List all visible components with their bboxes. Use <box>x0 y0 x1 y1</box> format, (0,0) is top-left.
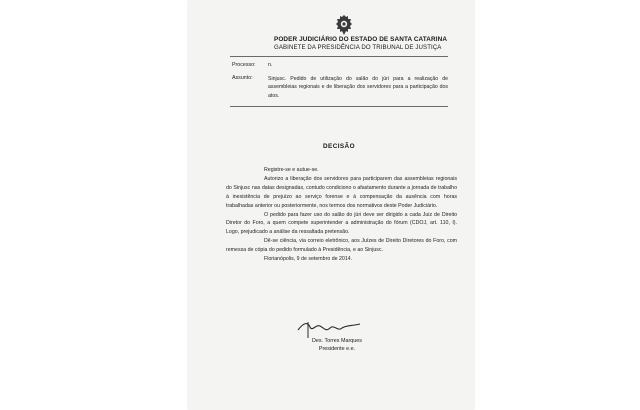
paragraph-authorization: Autorizo a liberação dos servidores para participarem das assembleias regionais do Sinjusc nas datas designadas, contudo condiciono o afastamento durante a jornada de trabalho à inexistência de prejuízo ao serviço forense e à compensação da ausência com horas trabalhadas anterior ou posteriormente, nos termos dos normativos deste Poder Judiciário. <box>226 175 457 209</box>
assunto-label: Assunto: <box>232 75 253 81</box>
processo-value: n. <box>268 62 273 68</box>
coat-of-arms-icon <box>333 14 355 36</box>
office-name-heading: GABINETE DA PRESIDÊNCIA DO TRIBUNAL DE JUSTIÇA <box>274 44 442 51</box>
place-date: Florianópolis, 9 de setembro de 2014. <box>264 256 353 263</box>
decision-title: DECISÃO <box>323 143 355 150</box>
handwritten-signature <box>296 318 362 340</box>
header-divider <box>230 56 448 57</box>
signatory-role: Presidente e.e. <box>318 345 356 352</box>
paragraph-register: Registre-se e autue-se. <box>264 167 319 173</box>
signatory-block <box>282 338 392 353</box>
paragraph-jury-hall: O pedido para fazer uso do salão do júri deve ser dirigido a cada Juiz de Direito Diretor do Foro, a quem compete superintender a administração do fórum (CDOJ, art. 110, I). Logo, prejudicado a análise da ressaltada pretensão. <box>226 211 457 236</box>
signatory-name: Des. Torres Marques <box>312 338 362 344</box>
processo-label: Processo: <box>232 62 256 68</box>
decision-body <box>226 166 457 264</box>
court-name-heading: PODER JUDICIÁRIO DO ESTADO DE SANTA CATARINA <box>274 36 448 43</box>
assunto-value: Sinjusc. Pedido de utilização do salão do júri para a realização de assembleias regionais e de liberação dos servidores para a participação dos atos. <box>268 76 448 99</box>
subject-divider <box>230 106 448 107</box>
paragraph-notification: Dê-se ciência, via correio eletrônico, aos Juízes de Direito Diretores do Foro, com remessa de cópia do pedido formulado à Presidência, e ao Sinjusc. <box>226 238 457 254</box>
